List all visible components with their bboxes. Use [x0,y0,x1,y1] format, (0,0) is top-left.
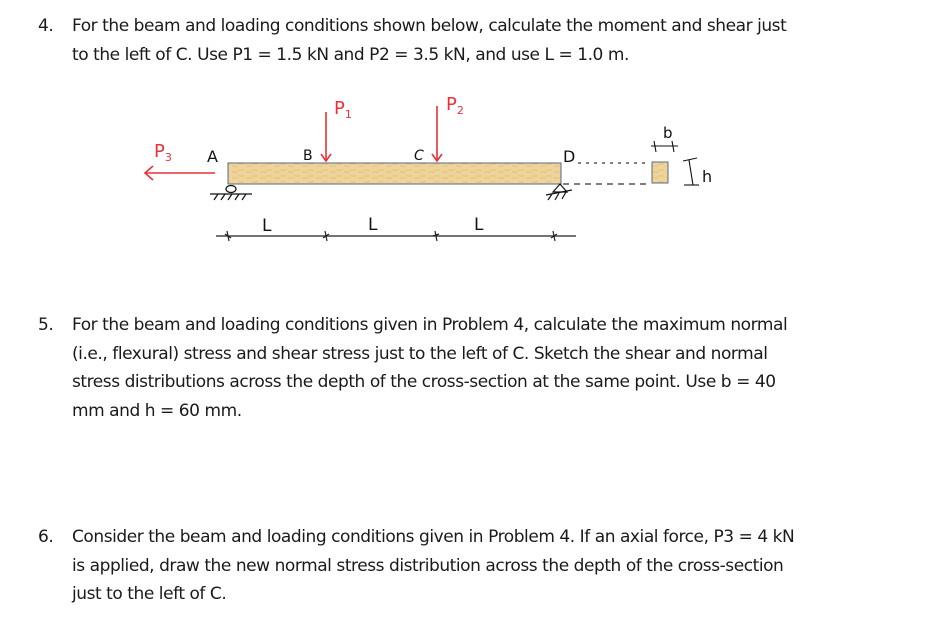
problem-number: 4. [38,16,54,36]
load-label-p2: $P_2$ [446,94,464,117]
span-label-ab: L [262,216,272,236]
load-p2 [432,94,464,161]
height-label-h: h [702,167,713,186]
beam-diagram [0,80,925,255]
problem-text-line: For the beam and loading conditions given in Problem 4, calculate the maximum normal [72,315,788,335]
load-label-p1: $P_1$ [334,98,352,121]
height-dimension [683,158,699,185]
problem-4 [38,12,878,69]
problem-number: 5. [38,315,54,335]
beam [228,163,561,184]
load-label-p3: $P_3$ [154,141,172,164]
problem-text-line: just to the left of C. [72,584,227,604]
roller-support-icon [210,186,252,201]
load-p1 [321,98,352,161]
problem-text-line: is applied, draw the new normal stress distribution across the depth of the cross-section [72,555,784,576]
span-label-cd: L [474,215,484,235]
problem-text-line: Consider the beam and loading conditions given in Problem 4. If an axial force, P3 = 4 kN [72,527,795,547]
cross-section [652,162,668,183]
point-label-a: A [207,147,218,166]
span-label-bc: L [368,215,378,235]
problem-text-line: mm and h = 60 mm. [72,400,242,421]
point-label-d: D [563,147,576,166]
problem-6 [38,523,878,609]
load-p3 [145,141,215,180]
width-dimension [651,141,678,152]
point-label-b: B [303,148,313,164]
pin-support-icon [546,184,572,200]
problem-text-line: (i.e., flexural) stress and shear stress just to the left of C. Sketch the shear and normal [72,343,768,364]
point-label-c: C [414,148,424,164]
width-label-b: b [663,124,673,142]
problem-text-line: to the left of C. Use P1 = 1.5 kN and P2 = 3.5 kN, and use L = 1.0 m. [72,44,629,65]
problem-text-line: For the beam and loading conditions shown below, calculate the moment and shear just [72,16,787,36]
problem-text-line: stress distributions across the depth of the cross-section at the same point. Use b = 40 [72,372,776,392]
problem-number: 6. [38,527,54,547]
problem-5 [38,311,878,425]
